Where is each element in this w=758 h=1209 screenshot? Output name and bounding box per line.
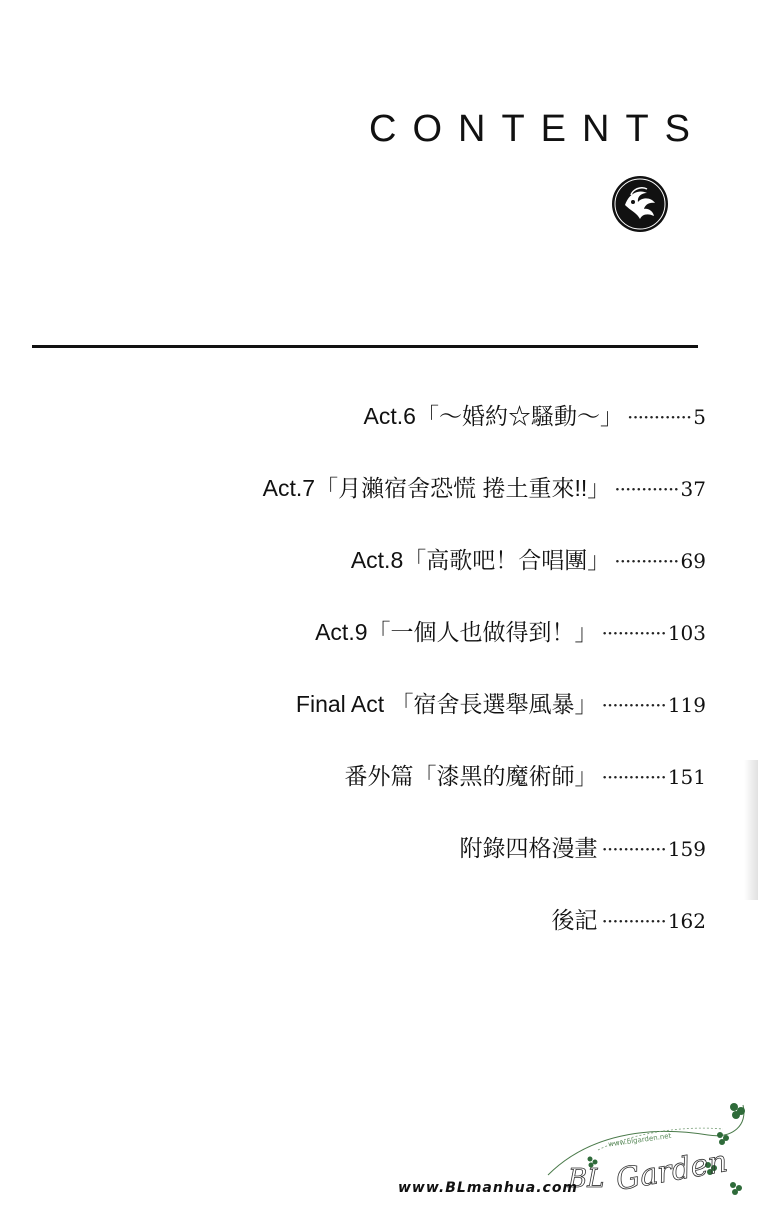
page-edge-shadow: [744, 760, 758, 900]
toc-leader-dots: ············: [601, 693, 666, 717]
toc-entry-title: Act.6「～婚約☆騷動～」: [363, 403, 623, 429]
toc-entry-title: Act.8「高歌吧！合唱團」: [350, 547, 611, 573]
logo-url-text: www.blgarden.net: [607, 1131, 672, 1149]
toc-entry-title: 番外篇「漆黑的魔術師」: [344, 763, 598, 789]
toc-leader-dots: ············: [601, 837, 666, 861]
toc-entry-page: 69: [680, 549, 706, 573]
toc-entry-title: Final Act 「宿舍長選舉風暴」: [295, 691, 598, 717]
toc-leader-dots: ············: [601, 909, 666, 933]
toc-entry-page: 162: [667, 909, 706, 933]
logo-bl-text: BL: [568, 1164, 605, 1194]
phoenix-crest-icon: [611, 175, 669, 233]
table-of-contents: [86, 398, 706, 974]
toc-leader-dots: ············: [614, 549, 679, 573]
site-url: www.BLmanhua.com: [398, 1180, 579, 1196]
toc-entry-act8[interactable]: [86, 542, 706, 614]
toc-entry-final-act[interactable]: [86, 686, 706, 758]
toc-entry-title: Act.7「月瀨宿舍恐慌 捲土重來!!」: [262, 475, 611, 501]
toc-entry-page: 151: [667, 765, 706, 789]
toc-entry-appendix[interactable]: [86, 830, 706, 902]
toc-entry-act7[interactable]: [86, 470, 706, 542]
toc-entry-page: 103: [667, 621, 706, 645]
toc-entry-title: 附錄四格漫畫: [459, 835, 598, 861]
toc-entry-title: 後記: [551, 907, 598, 933]
toc-leader-dots: ············: [601, 621, 666, 645]
toc-entry-act9[interactable]: [86, 614, 706, 686]
toc-leader-dots: ············: [626, 405, 692, 429]
toc-entry-extra[interactable]: [86, 758, 706, 830]
toc-entry-page: 5: [693, 405, 706, 429]
logo-garden-text: Garden: [613, 1144, 731, 1199]
toc-entry-afterword[interactable]: [86, 902, 706, 974]
toc-leader-dots: ············: [601, 765, 666, 789]
toc-entry-page: 119: [667, 693, 706, 717]
toc-leader-dots: ············: [614, 477, 679, 501]
divider-rule: [32, 345, 698, 348]
toc-entry-act6[interactable]: [86, 398, 706, 470]
toc-entry-page: 159: [667, 837, 706, 861]
toc-entry-title: Act.9「一個人也做得到！」: [315, 619, 598, 645]
toc-entry-page: 37: [680, 477, 706, 501]
contents-title: CONTENTS: [369, 108, 706, 150]
